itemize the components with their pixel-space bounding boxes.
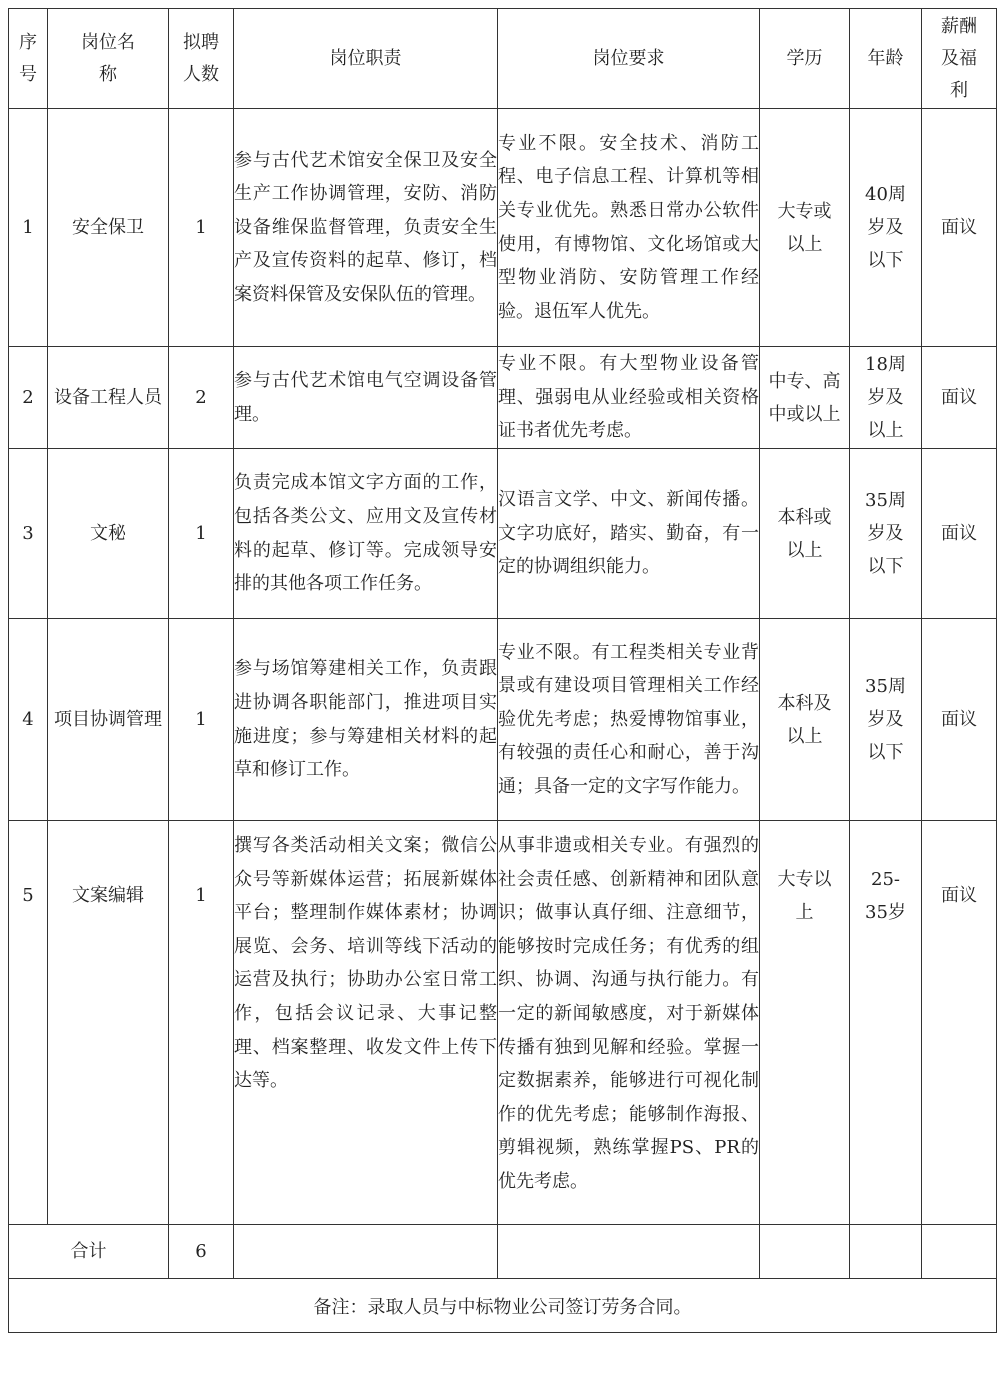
row-duties: 撰写各类活动相关文案；微信公众号等新媒体运营；拓展新媒体平台；整理制作媒体素材；协调展览、会务、培训等线下活动的运营及执行；协助办公室日常工作，包括会议记录、大事记整理、档案整理、收发文件上传下达等。 [234,821,498,1225]
row-education: 大专或以上 [760,109,850,347]
header-count: 拟聘人数 [169,9,234,109]
empty-cell [760,1225,850,1279]
row-seq: 5 [9,821,48,1225]
row-age: 35周岁及以下 [850,449,922,619]
total-label: 合计 [9,1225,169,1279]
footnote [9,1279,997,1333]
table-row [9,109,997,347]
row-count: 1 [169,449,234,619]
empty-cell [850,1225,922,1279]
row-age: 35周岁及以下 [850,619,922,821]
table-row [9,821,997,1225]
header-age: 年龄 [850,9,922,109]
header-duties: 岗位职责 [234,9,498,109]
total-row [9,1225,997,1279]
header-salary: 薪酬及福利 [922,9,997,109]
row-position: 项目协调管理 [48,619,169,821]
row-requirements: 专业不限。有工程类相关专业背景或有建设项目管理相关工作经验优先考虑；热爱博物馆事业，有较强的责任心和耐心，善于沟通；具备一定的文字写作能力。 [498,619,760,821]
header-seq: 序号 [9,9,48,109]
row-seq: 3 [9,449,48,619]
empty-cell [234,1225,498,1279]
row-position: 文案编辑 [48,821,169,1225]
header-row [9,9,997,109]
row-count: 1 [169,821,234,1225]
row-salary: 面议 [922,347,997,449]
row-duties: 负责完成本馆文字方面的工作，包括各类公文、应用文及宣传材料的起草、修订等。完成领导安排的其他各项工作任务。 [234,449,498,619]
row-count: 2 [169,347,234,449]
row-education: 中专、高中或以上 [760,347,850,449]
footnote-text: 备注：录取人员与中标物业公司签订劳务合同。 [313,1296,692,1318]
row-age: 25-35岁 [850,821,922,1225]
row-seq: 2 [9,347,48,449]
row-position: 安全保卫 [48,109,169,347]
row-duties: 参与古代艺术馆安全保卫及安全生产工作协调管理，安防、消防设备维保监督管理，负责安全生产及宣传资料的起草、修订，档案资料保管及安保队伍的管理。 [234,109,498,347]
row-age: 18周岁及以上 [850,347,922,449]
row-salary: 面议 [922,449,997,619]
row-education: 大专以上 [760,821,850,1225]
recruitment-table [8,8,997,1333]
row-requirements: 从事非遗或相关专业。有强烈的社会责任感、创新精神和团队意识；做事认真仔细、注意细节，能够按时完成任务；有优秀的组织、协调、沟通与执行能力。有一定的新闻敏感度，对于新媒体传播有独到见解和经验。掌握一定数据素养，能够进行可视化制作的优先考虑；能够制作海报、剪辑视频，熟练掌握PS、PR的优先考虑。 [498,821,760,1225]
row-count: 1 [169,619,234,821]
header-requirements: 岗位要求 [498,9,760,109]
row-duties: 参与场馆筹建相关工作，负责跟进协调各职能部门，推进项目实施进度；参与筹建相关材料的起草和修订工作。 [234,619,498,821]
row-seq: 1 [9,109,48,347]
row-education: 本科及以上 [760,619,850,821]
row-salary: 面议 [922,109,997,347]
note-row [9,1279,997,1333]
row-requirements: 专业不限。安全技术、消防工程、电子信息工程、计算机等相关专业优先。熟悉日常办公软件使用，有博物馆、文化场馆或大型物业消防、安防管理工作经验。退伍军人优先。 [498,109,760,347]
row-seq: 4 [9,619,48,821]
row-count: 1 [169,109,234,347]
empty-cell [922,1225,997,1279]
row-requirements: 汉语言文学、中文、新闻传播。文字功底好，踏实、勤奋，有一定的协调组织能力。 [498,449,760,619]
row-position: 文秘 [48,449,169,619]
row-duties: 参与古代艺术馆电气空调设备管理。 [234,347,498,449]
empty-cell [498,1225,760,1279]
total-count: 6 [169,1225,234,1279]
row-position: 设备工程人员 [48,347,169,449]
row-salary: 面议 [922,821,997,1225]
row-requirements: 专业不限。有大型物业设备管理、强弱电从业经验或相关资格证书者优先考虑。 [498,347,760,449]
row-salary: 面议 [922,619,997,821]
header-education: 学历 [760,9,850,109]
table-row [9,347,997,449]
row-age: 40周岁及以下 [850,109,922,347]
table-row [9,449,997,619]
header-position: 岗位名称 [48,9,169,109]
table-row [9,619,997,821]
row-education: 本科或以上 [760,449,850,619]
